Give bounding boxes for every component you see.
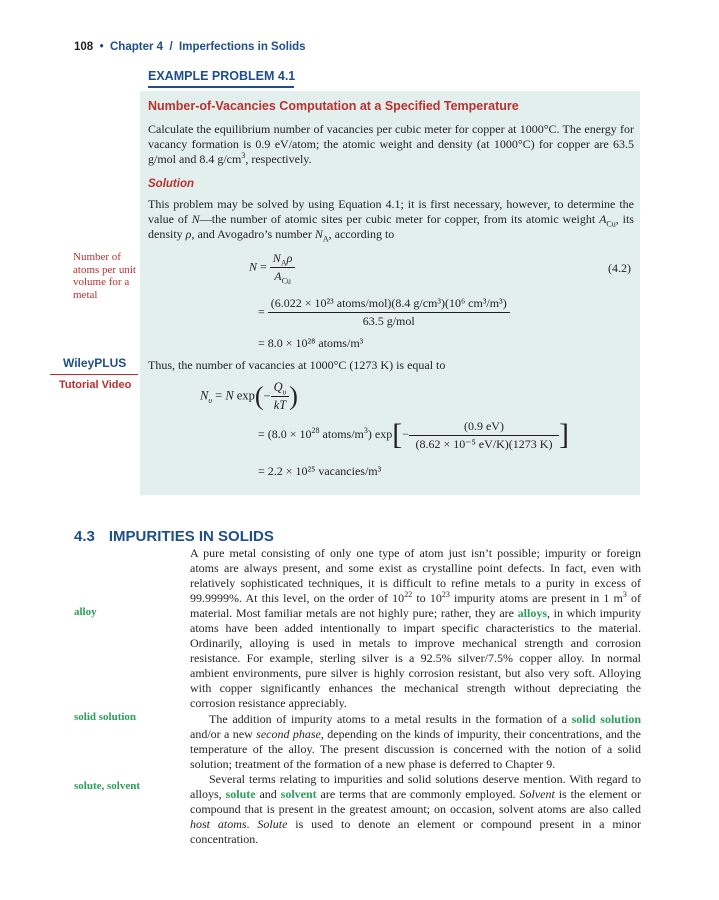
- eq-exp-numerator: (0.9 eV): [409, 419, 559, 436]
- margin-term-solid-solution: solid solution: [74, 711, 137, 723]
- eq-substitution-denominator: 63.5 g/mol: [362, 314, 415, 328]
- section-body: [190, 546, 641, 847]
- equation-number: (4.2): [608, 261, 631, 275]
- chapter-title: Imperfections in Solids: [179, 41, 306, 53]
- margin-term-alloy: alloy: [74, 606, 97, 618]
- section-heading: IMPURITIES IN SOLIDS: [108, 528, 274, 545]
- equation-line-substitution: = $\frac{\text{(6.022 × 10²³ atoms/mol)(8.4 g/cm³)(10⁶ cm³/m³)}}{\text{63.5 g/mol}}$: [258, 296, 510, 329]
- margin-term-solute-solvent: solute, solvent: [74, 780, 140, 792]
- section-title: [74, 528, 274, 545]
- wileyplus-label[interactable]: WileyPLUS: [63, 356, 127, 370]
- solution-label: Solution: [148, 178, 194, 190]
- chapter-label: Chapter 4: [110, 41, 164, 53]
- wileyplus-rule: [50, 374, 138, 375]
- header-separator: •: [99, 41, 104, 53]
- thus-text: Thus, the number of vacancies at 1000°C (1273 K) is equal to: [148, 358, 446, 372]
- page-number: 108: [74, 41, 94, 53]
- equation-vacancies: $N_\upsilon = N$ exp(− $\frac{Q_\upsilon}{kT}$ ): [200, 380, 298, 412]
- section-number: 4.3: [74, 528, 95, 545]
- paragraph-solid-solution: The addition of impurity atoms to a metal results in the formation of a solid solution and/or a new second phase, depending on the kinds of impurity, their concentrations, and the temperature of the alloy. The present discussion is concerned with the notion of a solid solution; treatment of the formation of a new phase is deferred to Chapter 9.: [190, 711, 641, 771]
- equation-line-substituted-exp: = ($8.0 \times 10^{28}$ atoms/$m^3$) exp[− $\frac{(0.9 eV)}{\text{(8.62 × 10⁻⁵ eV/K)(1273 K)}}$ ]: [258, 418, 569, 451]
- eq-substitution-numerator: (6.022 × 10²³ atoms/mol)(8.4 g/cm³)(10⁶ cm³/m³): [268, 296, 510, 313]
- example-rule: [148, 86, 294, 88]
- solution-text: This problem may be solved by using Equation 4.1; it is first necessary, however, to determine the value of N—the number of atomic sites per cubic meter for copper, from its atomic weight $A_{Cu}$, its density ρ, and Avogadro’s number $N_A$, according to: [148, 197, 634, 244]
- example-heading: Number-of-Vacancies Computation at a Specified Temperature: [148, 99, 519, 113]
- problem-statement: Calculate the equilibrium number of vacancies per cubic meter for copper at 1000°C. The energy for vacancy formation is 0.9 eV/atom; the atomic weight and density (at 1000°C) for copper are 63.5 g/mol and 8.4 $g/cm^3$, respectively.: [148, 122, 634, 167]
- equation-line-result-nv: = 2.2 × 10²⁵ vacancies/m³: [258, 464, 382, 478]
- paragraph-impurities: A pure metal consisting of only one type of atom just isn’t possible; impurity or foreign atoms are always present, and some exist as crystalline point defects. In fact, even with relatively sophisticated techniques, it is difficult to refine metals to a purity in excess of 99.9999%. At this level, on the order of $10^{22}$ to $10^{23}$ impurity atoms are present in 1 $m^3$ of material. Most familiar metals are not highly pure; rather, they are alloys, in which impurity atoms have been added intentionally to impart specific characteristics to the material. Ordinarily, alloying is used in metals to improve mechanical strength and corrosion resistance. For example, sterling silver is a 92.5% silver/7.5% copper alloy. In normal ambient environments, pure silver is highly corrosion resistant, but also very soft. Alloying with copper significantly enhances the mechanical strength without depreciating the corrosion resistance appreciably.: [190, 546, 642, 711]
- margin-note-atoms-per-volume: Number of atoms per unit volume for a metal: [73, 251, 136, 301]
- paragraph-solute-solvent: Several terms relating to impurities and solid solutions deserve mention. With regard to alloys, solute and solvent are terms that are commonly employed. Solvent is the element or compound that is present in the greatest amount; on occasion, solvent atoms are also called host atoms. Solute is used to denote an element or compound present in a minor concentration.: [190, 771, 642, 846]
- eq-exp-denominator: (8.62 × 10⁻⁵ eV/K)(1273 K): [415, 436, 553, 451]
- equation-4-2: N = $\frac{N_A\rho}{A_{Cu}}$: [249, 251, 295, 284]
- header-slash: /: [169, 41, 173, 53]
- running-header: [74, 41, 306, 53]
- tutorial-video-link[interactable]: Tutorial Video: [59, 379, 132, 391]
- example-label: EXAMPLE PROBLEM 4.1: [148, 69, 296, 83]
- equation-line-result-n: = 8.0 × 10²⁸ atoms/m³: [258, 336, 364, 350]
